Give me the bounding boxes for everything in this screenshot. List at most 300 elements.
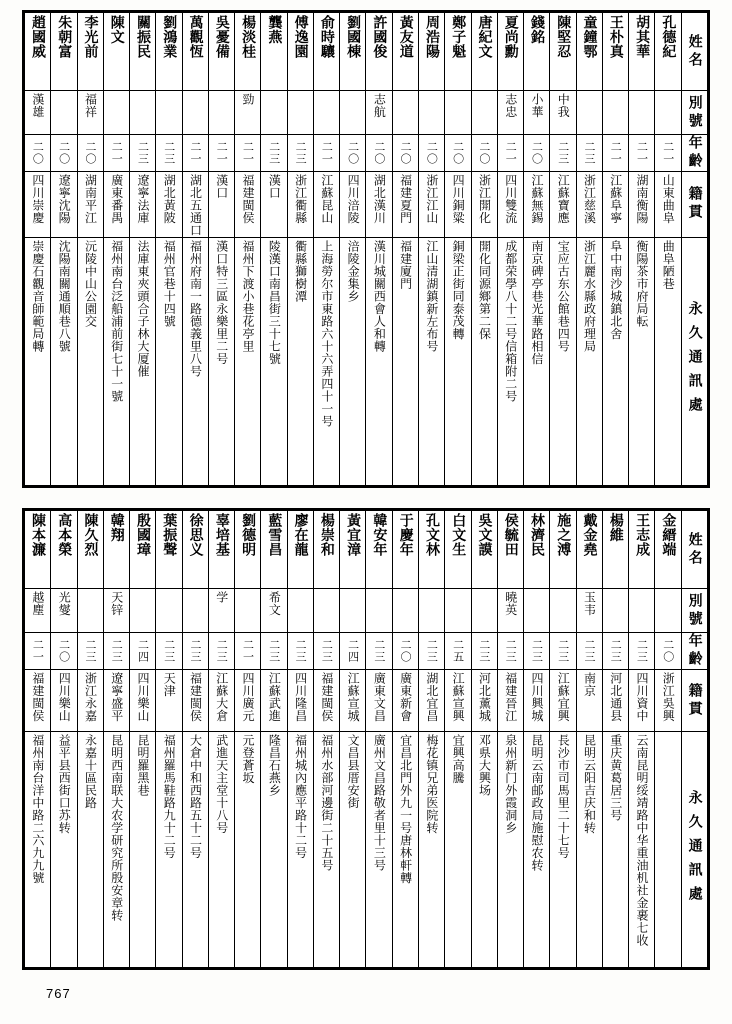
cell-alias xyxy=(576,91,602,135)
cell-address xyxy=(51,732,77,968)
cell-alias xyxy=(313,91,339,135)
cell-age xyxy=(261,135,287,172)
alias-text: 小華 xyxy=(529,93,544,118)
cell-name xyxy=(51,13,77,91)
age-text: 二一 xyxy=(215,141,229,165)
name-text: 金縉端 xyxy=(660,513,677,557)
cell-name xyxy=(287,511,313,589)
cell-name xyxy=(235,511,261,589)
cell-alias xyxy=(156,91,182,135)
cell-age xyxy=(182,633,208,670)
cell-address xyxy=(602,732,628,968)
cell-alias xyxy=(550,91,576,135)
native-text: 湖南平江 xyxy=(83,174,98,224)
name-text: 辜培基 xyxy=(213,513,230,557)
age-text: 二三 xyxy=(582,639,596,663)
cell-age xyxy=(130,135,156,172)
age-text: 二一 xyxy=(635,141,649,165)
native-text: 江蘇宜興 xyxy=(556,672,571,722)
cell-native xyxy=(602,670,628,732)
cell-alias xyxy=(655,589,681,633)
cell-name xyxy=(418,511,444,589)
cell-name xyxy=(576,511,602,589)
header-age xyxy=(681,135,707,172)
cell-native xyxy=(77,670,103,732)
address-text: 泉州新门外霞洞乡 xyxy=(503,734,518,834)
name-text: 白文生 xyxy=(450,513,467,557)
age-text: 二〇 xyxy=(451,141,465,165)
cell-address xyxy=(25,732,51,968)
address-text: 重庆黄葛居三号 xyxy=(608,734,623,822)
cell-name xyxy=(471,13,497,91)
cell-age xyxy=(418,135,444,172)
native-text: 福建晉江 xyxy=(503,672,518,722)
address-text: 長沙市司馬里二十七号 xyxy=(556,734,571,859)
name-text: 吳憂備 xyxy=(213,15,230,59)
header-native-text: 籍貫 xyxy=(686,682,703,719)
native-text: 廣東文昌 xyxy=(372,672,387,722)
cell-name xyxy=(392,13,418,91)
cell-age xyxy=(576,633,602,670)
cell-address xyxy=(182,237,208,486)
cell-address xyxy=(103,732,129,968)
cell-native xyxy=(576,172,602,238)
cell-name xyxy=(261,13,287,91)
header-age xyxy=(681,633,707,670)
cell-native xyxy=(340,172,366,238)
cell-address xyxy=(629,237,655,486)
cell-address xyxy=(261,732,287,968)
age-text: 二〇 xyxy=(372,141,386,165)
cell-name xyxy=(182,511,208,589)
address-text: 益平县西街口苏转 xyxy=(57,734,72,834)
name-text: 陳堅忍 xyxy=(555,15,572,59)
age-text: 二〇 xyxy=(57,639,71,663)
address-text: 江山清湖鎮新左布号 xyxy=(424,239,439,352)
roster-table-bottom xyxy=(22,508,710,970)
cell-age xyxy=(287,633,313,670)
alias-text: 勁 xyxy=(241,93,256,106)
native-text: 浙江永嘉 xyxy=(83,672,98,722)
cell-age xyxy=(366,633,392,670)
cell-alias xyxy=(576,589,602,633)
cell-address xyxy=(445,237,471,486)
cell-address xyxy=(655,237,681,486)
cell-address xyxy=(550,237,576,486)
cell-alias xyxy=(471,589,497,633)
address-text: 南京碑亭巷光華路相信 xyxy=(529,239,544,365)
cell-alias xyxy=(77,589,103,633)
cell-name xyxy=(208,13,234,91)
cell-native xyxy=(313,172,339,238)
cell-name xyxy=(366,511,392,589)
cell-age xyxy=(392,135,418,172)
cell-alias xyxy=(261,589,287,633)
alias-text: 志忠 xyxy=(503,93,518,118)
name-text: 吳文謨 xyxy=(476,513,493,557)
name-text: 童鐘鄂 xyxy=(581,15,598,59)
address-text: 福建廈門 xyxy=(398,239,413,290)
native-text: 四川雙流 xyxy=(503,174,518,224)
cell-alias xyxy=(313,589,339,633)
native-text: 四川樂山 xyxy=(135,672,150,722)
cell-native xyxy=(471,670,497,732)
native-text: 四川興城 xyxy=(529,672,544,722)
address-text: 沈陽南關通順巷八號 xyxy=(57,239,72,352)
address-text: 大倉中和西路五十二号 xyxy=(188,734,203,859)
roster-grid-top xyxy=(24,12,708,486)
cell-native xyxy=(208,172,234,238)
cell-native xyxy=(25,172,51,238)
cell-age xyxy=(524,135,550,172)
name-text: 鄭子魁 xyxy=(450,15,467,59)
cell-native xyxy=(366,670,392,732)
header-native xyxy=(681,172,707,238)
native-text: 福建夏門 xyxy=(398,174,413,224)
age-text: 二三 xyxy=(582,141,596,165)
cell-alias xyxy=(156,589,182,633)
cell-name xyxy=(235,13,261,91)
age-text: 二三 xyxy=(294,141,308,165)
cell-age xyxy=(392,633,418,670)
cell-alias xyxy=(392,91,418,135)
cell-age xyxy=(103,633,129,670)
cell-name xyxy=(550,13,576,91)
cell-native xyxy=(497,670,523,732)
age-text: 二〇 xyxy=(425,141,439,165)
name-text: 戴金堯 xyxy=(581,513,598,557)
cell-native xyxy=(392,172,418,238)
header-name xyxy=(681,13,707,91)
alias-text: 志航 xyxy=(372,93,387,118)
age-text: 二一 xyxy=(241,141,255,165)
cell-address xyxy=(51,237,77,486)
header-alias-text: 別號 xyxy=(686,94,703,131)
cell-age xyxy=(340,633,366,670)
native-text: 廣東新會 xyxy=(398,672,413,722)
cell-name xyxy=(103,13,129,91)
address-text: 宜興高騰 xyxy=(451,734,466,784)
name-text: 黃友道 xyxy=(397,15,414,59)
cell-address xyxy=(340,732,366,968)
cell-age xyxy=(497,633,523,670)
cell-age xyxy=(208,135,234,172)
cell-alias xyxy=(25,91,51,135)
native-text: 福建閩侯 xyxy=(30,672,45,722)
name-text: 葉振聲 xyxy=(161,513,178,557)
address-text: 陵漢口南昌街三十七號 xyxy=(267,239,282,365)
cell-alias xyxy=(392,589,418,633)
header-age-text: 年齡 xyxy=(686,135,703,171)
cell-age xyxy=(445,135,471,172)
name-text: 楊維 xyxy=(607,513,624,542)
address-text: 廣州文昌路敬者里十三号 xyxy=(372,734,387,872)
cell-address xyxy=(471,732,497,968)
address-text: 漢口特三區永樂里二号 xyxy=(214,239,229,365)
cell-address xyxy=(392,237,418,486)
age-text: 二一 xyxy=(320,141,334,165)
cell-age xyxy=(25,135,51,172)
native-text: 江蘇大倉 xyxy=(214,672,229,722)
native-text: 浙江吳興 xyxy=(661,672,676,722)
page-number: 767 xyxy=(46,986,71,1001)
cell-alias xyxy=(340,91,366,135)
address-text: 上海勞尔市東路六十六弄四十一号 xyxy=(319,239,334,427)
cell-name xyxy=(77,511,103,589)
cell-address xyxy=(261,237,287,486)
cell-address xyxy=(418,732,444,968)
age-text: 二一 xyxy=(31,639,45,663)
name-text: 錢銘 xyxy=(529,15,546,44)
cell-address xyxy=(629,732,655,968)
age-text: 二三 xyxy=(372,639,386,663)
cell-address xyxy=(655,732,681,968)
name-text: 龔燕 xyxy=(266,15,283,44)
native-text: 四川樂山 xyxy=(57,672,72,722)
cell-name xyxy=(550,511,576,589)
address-text: 福州官巷十四號 xyxy=(162,239,177,327)
cell-native xyxy=(25,670,51,732)
alias-text: 福祥 xyxy=(83,93,98,118)
native-text: 遼寧法庫 xyxy=(135,174,150,224)
name-text: 高本榮 xyxy=(56,513,73,557)
native-text: 四川隆昌 xyxy=(293,672,308,722)
cell-name xyxy=(602,511,628,589)
native-text: 江蘇昆山 xyxy=(319,174,334,224)
address-text: 浙江麗水縣政府理局 xyxy=(582,239,597,352)
cell-native xyxy=(418,670,444,732)
cell-name xyxy=(418,13,444,91)
cell-native xyxy=(103,670,129,732)
name-text: 林濟民 xyxy=(529,513,546,557)
address-text: 衡陽茶市府局転 xyxy=(635,239,650,327)
cell-age xyxy=(313,633,339,670)
cell-name xyxy=(655,13,681,91)
cell-alias xyxy=(497,91,523,135)
name-text: 俞時驤 xyxy=(318,15,335,59)
cell-native xyxy=(445,670,471,732)
cell-alias xyxy=(524,91,550,135)
cell-native xyxy=(471,172,497,238)
age-text: 二三 xyxy=(136,141,150,165)
native-text: 四川廣元 xyxy=(241,672,256,722)
cell-alias xyxy=(261,91,287,135)
cell-address xyxy=(313,237,339,486)
cell-native xyxy=(576,670,602,732)
cell-alias xyxy=(103,91,129,135)
age-text: 二〇 xyxy=(57,141,71,165)
native-text: 湖北漢川 xyxy=(372,174,387,224)
cell-alias xyxy=(418,91,444,135)
cell-address xyxy=(103,237,129,486)
name-text: 周浩陽 xyxy=(423,15,440,59)
address-text: 福州羅馬鞋路九十二号 xyxy=(162,734,177,859)
age-text: 二〇 xyxy=(31,141,45,165)
native-text: 江蘇宣城 xyxy=(346,672,361,722)
age-text: 二三 xyxy=(477,639,491,663)
alias-text: 学 xyxy=(214,591,229,604)
cell-name xyxy=(497,511,523,589)
address-text: 沅陵中山公園交 xyxy=(83,239,98,327)
native-text: 湖南衡陽 xyxy=(635,174,650,224)
age-text: 二三 xyxy=(425,639,439,663)
age-text: 二四 xyxy=(136,639,150,663)
name-text: 許國俊 xyxy=(371,15,388,59)
cell-name xyxy=(261,511,287,589)
cell-native xyxy=(524,172,550,238)
cell-alias xyxy=(182,589,208,633)
native-text: 江蘇武進 xyxy=(267,672,282,722)
cell-address xyxy=(392,732,418,968)
address-text: 昆明羅黑巷 xyxy=(135,734,150,797)
age-text: 二〇 xyxy=(661,639,675,663)
age-text: 二三 xyxy=(215,639,229,663)
cell-native xyxy=(602,172,628,238)
cell-age xyxy=(602,135,628,172)
cell-native xyxy=(655,670,681,732)
cell-age xyxy=(182,135,208,172)
name-text: 夏尚勳 xyxy=(502,15,519,59)
cell-name xyxy=(576,13,602,91)
age-text: 二三 xyxy=(635,639,649,663)
cell-alias xyxy=(208,91,234,135)
name-text: 劉國棟 xyxy=(345,15,362,59)
native-text: 江蘇阜寧 xyxy=(608,174,623,224)
name-text: 孔德紀 xyxy=(660,15,677,59)
name-text: 李光前 xyxy=(82,15,99,59)
header-address-text: 永久通訊處 xyxy=(686,301,703,422)
address-text: 梅花镇兄弟医院转 xyxy=(424,734,439,834)
native-text: 福建閩侯 xyxy=(319,672,334,722)
cell-native xyxy=(130,670,156,732)
cell-age xyxy=(25,633,51,670)
age-text: 二三 xyxy=(556,639,570,663)
name-text: 韓安年 xyxy=(371,513,388,557)
cell-name xyxy=(366,13,392,91)
name-text: 藍雪昌 xyxy=(266,513,283,557)
name-text: 楊淡桂 xyxy=(240,15,257,59)
age-text: 二一 xyxy=(241,639,255,663)
native-text: 湖北宜昌 xyxy=(424,672,439,722)
age-text: 二三 xyxy=(162,141,176,165)
cell-alias xyxy=(550,589,576,633)
cell-name xyxy=(340,13,366,91)
cell-address xyxy=(576,237,602,486)
age-text: 二三 xyxy=(267,141,281,165)
cell-native xyxy=(287,172,313,238)
cell-alias xyxy=(629,91,655,135)
cell-native xyxy=(235,670,261,732)
age-text: 二三 xyxy=(530,639,544,663)
alias-text: 玉韦 xyxy=(582,591,597,616)
cell-address xyxy=(235,732,261,968)
cell-alias xyxy=(445,589,471,633)
age-text: 二〇 xyxy=(346,141,360,165)
header-name-text: 姓名 xyxy=(686,33,703,70)
cell-alias xyxy=(471,91,497,135)
cell-native xyxy=(629,172,655,238)
native-text: 廣東番禺 xyxy=(109,174,124,224)
cell-address xyxy=(235,237,261,486)
cell-age xyxy=(103,135,129,172)
native-text: 漢口 xyxy=(214,174,229,199)
alias-text: 曉英 xyxy=(503,591,518,616)
header-address-text: 永久通訊處 xyxy=(686,789,703,910)
cell-alias xyxy=(235,91,261,135)
alias-text: 天锌 xyxy=(109,591,124,616)
address-text: 法庫東夾頭合子林大厦催 xyxy=(135,239,150,377)
native-text: 四川崇慶 xyxy=(30,174,45,224)
age-text: 二一 xyxy=(110,141,124,165)
cell-address xyxy=(445,732,471,968)
alias-text: 漢雄 xyxy=(30,93,45,118)
header-native xyxy=(681,670,707,732)
cell-alias xyxy=(130,91,156,135)
native-text: 四川資中 xyxy=(635,672,650,722)
cell-alias xyxy=(51,91,77,135)
address-text: 隆昌石燕乡 xyxy=(267,734,282,797)
cell-native xyxy=(235,172,261,238)
age-text: 二三 xyxy=(609,639,623,663)
native-text: 漢口 xyxy=(267,174,282,199)
age-text: 二〇 xyxy=(399,639,413,663)
cell-alias xyxy=(182,91,208,135)
cell-address xyxy=(366,237,392,486)
cell-native xyxy=(261,172,287,238)
name-text: 劉德明 xyxy=(240,513,257,557)
cell-native xyxy=(208,670,234,732)
address-text: 元登蒼坂 xyxy=(241,734,256,784)
native-text: 江蘇宣興 xyxy=(451,672,466,722)
name-text: 韓翔 xyxy=(108,513,125,542)
cell-address xyxy=(156,732,182,968)
cell-age xyxy=(629,633,655,670)
cell-alias xyxy=(497,589,523,633)
header-alias-text: 別號 xyxy=(686,592,703,629)
cell-age xyxy=(550,135,576,172)
name-text: 施之溥 xyxy=(555,513,572,557)
native-text: 福建閩侯 xyxy=(241,174,256,224)
cell-address xyxy=(497,237,523,486)
native-text: 山東曲阜 xyxy=(661,174,676,224)
cell-name xyxy=(471,511,497,589)
cell-name xyxy=(77,13,103,91)
cell-age xyxy=(313,135,339,172)
cell-name xyxy=(629,511,655,589)
cell-native xyxy=(445,172,471,238)
cell-address xyxy=(550,732,576,968)
cell-alias xyxy=(77,91,103,135)
cell-alias xyxy=(418,589,444,633)
cell-name xyxy=(25,511,51,589)
cell-age xyxy=(261,633,287,670)
cell-native xyxy=(313,670,339,732)
roster-grid-bottom xyxy=(24,510,708,968)
cell-alias xyxy=(629,589,655,633)
cell-age xyxy=(77,633,103,670)
age-text: 二〇 xyxy=(530,141,544,165)
address-text: 云南昆明绥靖路中华重油机社金裹七收 xyxy=(635,734,650,947)
cell-alias xyxy=(524,589,550,633)
cell-address xyxy=(182,732,208,968)
cell-address xyxy=(208,732,234,968)
address-text: 永嘉十區民路 xyxy=(83,734,98,809)
native-text: 浙江開化 xyxy=(477,174,492,224)
cell-age xyxy=(550,633,576,670)
cell-native xyxy=(261,670,287,732)
cell-age xyxy=(655,135,681,172)
cell-name xyxy=(313,511,339,589)
